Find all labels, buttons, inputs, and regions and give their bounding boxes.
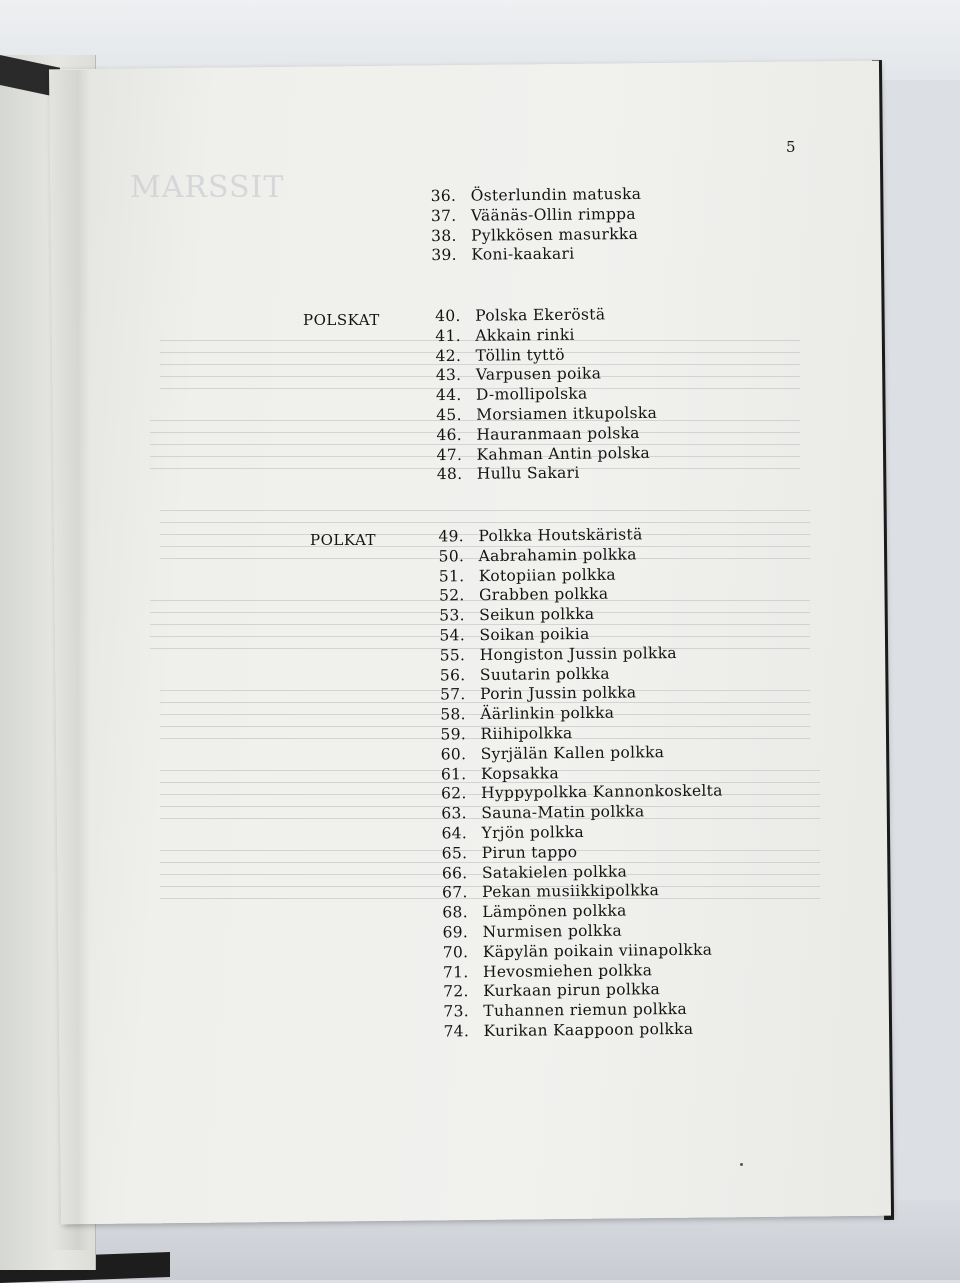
entry-number: 46. xyxy=(436,425,463,444)
entry-number: 66. xyxy=(441,863,468,883)
entry-title: Porin Jussin polkka xyxy=(479,683,637,704)
page-number: 5 xyxy=(786,138,796,156)
toc-entry xyxy=(437,463,658,485)
entry-title: Tuhannen riemun polkka xyxy=(483,1000,688,1021)
entry-number: 43. xyxy=(435,366,462,385)
toc-entry xyxy=(443,1019,725,1042)
entry-number: 72. xyxy=(443,982,469,1001)
entry-number: 71. xyxy=(442,962,469,981)
entry-title: Koni-kaakari xyxy=(471,244,575,265)
entry-title: D-mollipolska xyxy=(475,384,588,404)
entry-number: 48. xyxy=(436,465,463,484)
toc-list-marches xyxy=(431,185,642,266)
entry-number: 45. xyxy=(436,405,462,425)
entry-number: 70. xyxy=(442,942,469,962)
entry-number: 63. xyxy=(441,804,467,823)
entry-title: Käpylän poikain viinapolkka xyxy=(482,940,713,961)
entry-number: 50. xyxy=(438,547,465,566)
entry-title: Seikun polkka xyxy=(479,605,595,625)
entry-number: 57. xyxy=(439,685,466,704)
entry-title: Töllin tyttö xyxy=(475,345,565,365)
toc-entry xyxy=(443,940,725,963)
entry-title: Lämpönen polkka xyxy=(482,901,627,922)
entry-title: Kotopiian polkka xyxy=(478,565,616,585)
toc-list-polkat xyxy=(438,525,725,1043)
entry-title: Yrjön polkka xyxy=(481,822,585,843)
entry-title: Aabrahamin polkka xyxy=(478,545,637,565)
entry-title: Grabben polkka xyxy=(478,585,609,605)
entry-number: 55. xyxy=(439,645,466,665)
entry-number: 68. xyxy=(442,903,469,922)
bleed-through-heading: MARSSIT xyxy=(130,170,285,205)
entry-title: Kurkaan pirun polkka xyxy=(483,980,661,1001)
entry-number: 54. xyxy=(439,626,466,645)
entry-title: Suutarin polkka xyxy=(479,664,611,684)
entry-title: Hauranmaan polska xyxy=(476,423,640,444)
entry-title: Österlundin matuska xyxy=(470,184,642,205)
toc-entry xyxy=(437,443,658,465)
entry-number: 44. xyxy=(435,386,462,405)
entry-number: 59. xyxy=(440,725,467,744)
entry-number: 53. xyxy=(439,606,465,625)
entry-title: Nurmisen polkka xyxy=(482,921,623,941)
spine-shadow xyxy=(50,70,90,1250)
entry-number: 60. xyxy=(440,744,467,764)
entry-title: Polkka Houtskäristä xyxy=(478,525,643,546)
entry-number: 36. xyxy=(430,186,457,206)
paper-speck xyxy=(740,1163,743,1166)
entry-number: 41. xyxy=(435,326,462,345)
entry-number: 61. xyxy=(440,764,467,784)
toc-entry xyxy=(436,424,657,446)
section-label-polskat: POLSKAT xyxy=(303,311,380,329)
entry-title: Syrjälän Kallen polkka xyxy=(480,742,665,763)
entry-title: Morsiamen itkupolska xyxy=(476,403,658,424)
entry-title: Kopsakka xyxy=(480,763,560,783)
entry-title: Hyppypolkka Kannonkoskelta xyxy=(481,781,723,803)
entry-title: Sauna-Matin polkka xyxy=(481,802,645,823)
toc-entry xyxy=(436,364,657,386)
entry-title: Hongiston Jussin polkka xyxy=(479,643,677,664)
entry-title: Pekan musiikkipolkka xyxy=(482,881,660,902)
entry-title: Varpusen poika xyxy=(475,364,602,385)
entry-number: 56. xyxy=(439,665,466,685)
entry-title: Satakielen polkka xyxy=(481,862,628,882)
toc-entry xyxy=(441,782,723,805)
entry-number: 38. xyxy=(431,226,457,245)
entry-number: 62. xyxy=(441,784,467,803)
section-label-polkat: POLKAT xyxy=(310,531,376,549)
entry-title: Hullu Sakari xyxy=(476,464,580,484)
toc-entry xyxy=(431,205,642,227)
entry-title: Väänäs-Ollin rimppa xyxy=(470,204,636,225)
entry-number: 74. xyxy=(443,1022,470,1041)
entry-title: Äärlinkin polkka xyxy=(480,703,615,724)
entry-number: 39. xyxy=(431,246,457,265)
entry-number: 65. xyxy=(441,843,468,863)
entry-title: Pylkkösen masurkka xyxy=(471,224,639,245)
entry-number: 67. xyxy=(442,883,468,902)
entry-number: 42. xyxy=(435,346,462,365)
toc-entry xyxy=(431,244,642,266)
entry-number: 51. xyxy=(438,566,465,586)
entry-number: 64. xyxy=(441,824,468,843)
entry-number: 49. xyxy=(438,527,465,546)
toc-entry xyxy=(435,305,656,327)
toc-entry xyxy=(431,185,642,207)
entry-number: 52. xyxy=(438,586,465,605)
entry-number: 73. xyxy=(443,1002,470,1021)
toc-list-polskat xyxy=(435,305,658,485)
entry-title: Riihipolkka xyxy=(480,724,573,744)
toc-entry xyxy=(436,404,657,426)
entry-title: Kurikan Kaappoon polkka xyxy=(483,1019,694,1040)
entry-title: Soikan poikia xyxy=(479,624,590,645)
entry-title: Akkain rinki xyxy=(475,325,575,345)
entry-title: Pirun tappo xyxy=(481,842,578,862)
toc-entry xyxy=(436,384,657,406)
entry-title: Polska Ekeröstä xyxy=(475,305,606,325)
toc-entry xyxy=(435,344,656,366)
entry-title: Kahman Antin polska xyxy=(476,443,651,464)
entry-number: 47. xyxy=(436,445,463,464)
entry-number: 40. xyxy=(435,306,461,326)
entry-number: 37. xyxy=(430,206,457,225)
entry-number: 69. xyxy=(442,923,469,942)
entry-number: 58. xyxy=(440,705,466,724)
toc-entry xyxy=(435,325,656,347)
entry-title: Hevosmiehen polkka xyxy=(482,960,653,981)
toc-entry xyxy=(431,224,642,246)
